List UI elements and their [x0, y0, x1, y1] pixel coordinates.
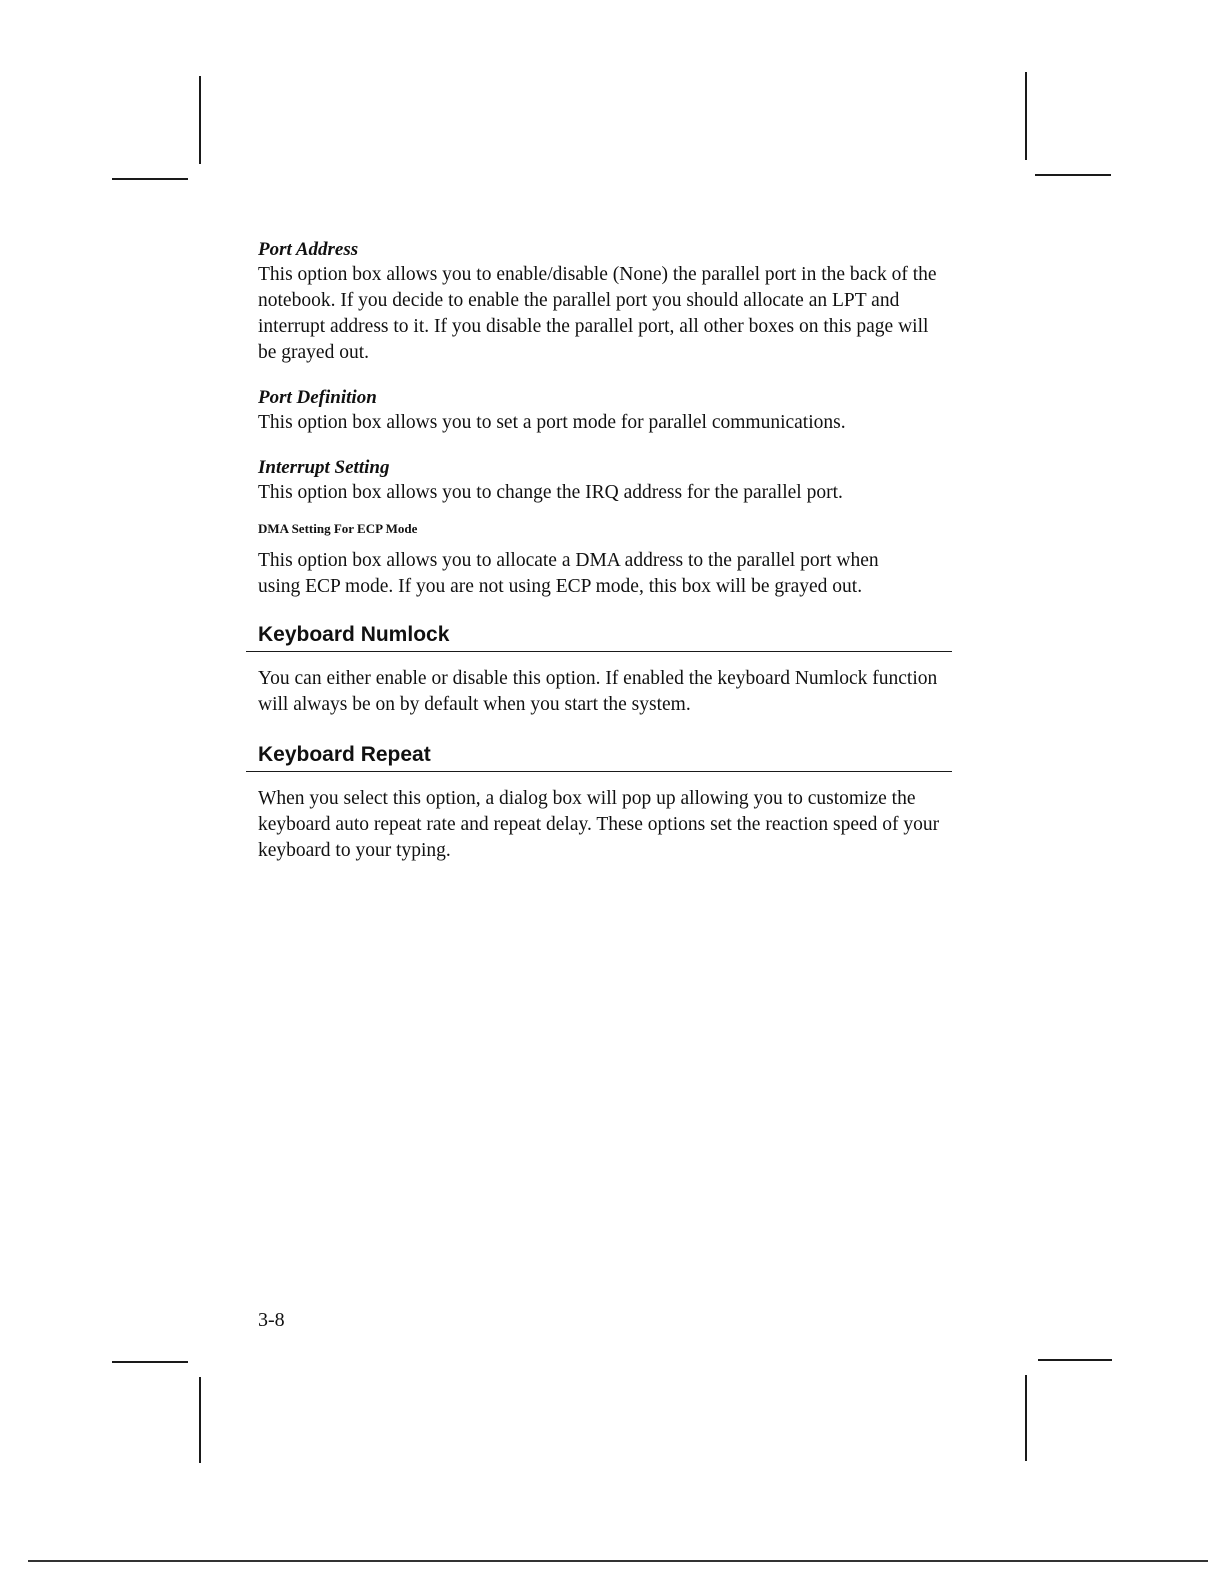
section-keyboard-numlock	[258, 622, 958, 718]
page-number: 3-8	[258, 1309, 285, 1331]
page-content	[258, 238, 958, 864]
crop-mark-top-right-vertical	[1025, 72, 1027, 160]
page-bottom-edge-line	[28, 1560, 1208, 1562]
dma-setting-heading: DMA Setting For ECP Mode	[258, 521, 418, 536]
interrupt-setting-heading: Interrupt Setting	[258, 457, 390, 478]
keyboard-repeat-rule	[246, 771, 952, 773]
port-definition-heading: Port Definition	[258, 387, 377, 408]
crop-mark-top-left-horizontal	[112, 178, 188, 180]
interrupt-setting-paragraph: This option box allows you to change the IRQ address for the parallel port.	[258, 482, 843, 503]
section-interrupt-setting	[258, 456, 958, 506]
keyboard-repeat-heading-text: Keyboard Repeat	[258, 743, 431, 766]
section-dma-setting	[258, 520, 958, 600]
keyboard-repeat-heading	[258, 742, 958, 772]
keyboard-numlock-rule	[246, 651, 952, 653]
crop-mark-bottom-left-horizontal	[112, 1361, 188, 1363]
keyboard-numlock-heading	[258, 622, 958, 652]
keyboard-numlock-heading-text: Keyboard Numlock	[258, 623, 450, 646]
crop-mark-top-right-horizontal	[1035, 174, 1111, 176]
crop-mark-bottom-right-vertical	[1025, 1375, 1027, 1461]
port-address-heading: Port Address	[258, 239, 359, 260]
section-keyboard-repeat	[258, 742, 958, 864]
section-port-definition	[258, 386, 958, 436]
keyboard-numlock-paragraph: You can either enable or disable this option. If enabled the keyboard Numlock function will always be on by default when you start the system.	[258, 668, 938, 715]
keyboard-repeat-paragraph: When you select this option, a dialog box will pop up allowing you to customize the keyboard auto repeat rate and repeat delay. These options set the reaction speed of your keyboard to your typing.	[258, 788, 940, 861]
crop-mark-bottom-left-vertical	[199, 1377, 201, 1463]
crop-mark-top-left-vertical	[199, 76, 201, 164]
port-definition-paragraph: This option box allows you to set a port mode for parallel communications.	[258, 412, 846, 433]
dma-setting-paragraph: This option box allows you to allocate a DMA address to the parallel port when using ECP mode. If you are not using ECP mode, this box will be grayed out.	[258, 550, 879, 597]
crop-mark-bottom-right-horizontal	[1038, 1359, 1112, 1361]
section-port-address	[258, 238, 958, 366]
port-address-paragraph: This option box allows you to enable/disable (None) the parallel port in the back of the notebook. If you decide to enable the parallel port you should allocate an LPT and interrupt address to it. If you disable the parallel port, all other boxes on this page will be grayed out.	[258, 264, 937, 363]
